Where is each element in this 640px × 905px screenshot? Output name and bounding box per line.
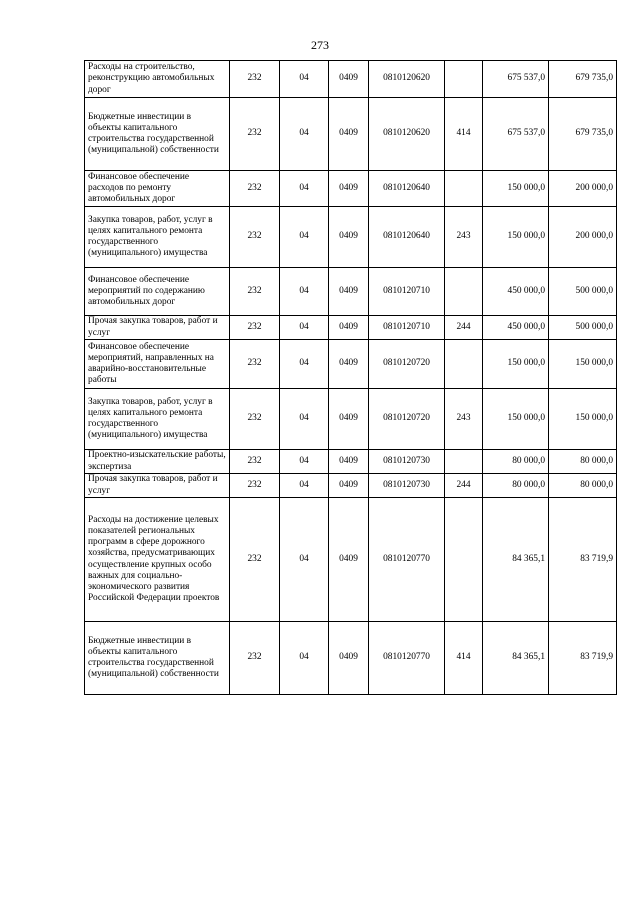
cell-sum-2: 200 000,0 [549, 207, 617, 268]
table-row [85, 450, 617, 474]
cell-vr [445, 498, 483, 622]
cell-sum-1: 675 537,0 [483, 61, 549, 98]
cell-ved: 232 [230, 98, 280, 171]
cell-sum-2: 500 000,0 [549, 316, 617, 340]
cell-rz: 04 [280, 171, 329, 207]
cell-rz: 04 [280, 474, 329, 498]
cell-csr: 0810120770 [369, 622, 445, 695]
table-body [85, 61, 617, 695]
cell-name: Прочая закупка товаров, работ и услуг [85, 316, 230, 340]
cell-rz: 04 [280, 98, 329, 171]
cell-csr: 0810120620 [369, 61, 445, 98]
cell-rz: 04 [280, 268, 329, 316]
cell-sum-2: 679 735,0 [549, 98, 617, 171]
cell-ved: 232 [230, 450, 280, 474]
cell-pr: 0409 [329, 171, 369, 207]
cell-name: Проектно-изыскательские работы, экспертиза [85, 450, 230, 474]
cell-rz: 04 [280, 207, 329, 268]
cell-pr: 0409 [329, 450, 369, 474]
table-row [85, 171, 617, 207]
cell-rz: 04 [280, 316, 329, 340]
cell-pr: 0409 [329, 498, 369, 622]
cell-csr: 0810120710 [369, 268, 445, 316]
cell-ved: 232 [230, 268, 280, 316]
cell-ved: 232 [230, 316, 280, 340]
cell-sum-2: 83 719,9 [549, 498, 617, 622]
cell-ved: 232 [230, 171, 280, 207]
cell-sum-1: 84 365,1 [483, 498, 549, 622]
page-number: 273 [311, 38, 329, 52]
cell-name: Финансовое обеспечение расходов по ремонту автомобильных дорог [85, 171, 230, 207]
table-row [85, 340, 617, 389]
cell-name: Расходы на достижение целевых показателей региональных программ в сфере дорожного хозяйства, предусматривающих осуществление крупных особо важных для социально-экономического развития Российской Федерации проектов [85, 498, 230, 622]
cell-rz: 04 [280, 340, 329, 389]
cell-csr: 0810120720 [369, 340, 445, 389]
cell-pr: 0409 [329, 340, 369, 389]
table-row [85, 622, 617, 695]
cell-name: Финансовое обеспечение мероприятий по содержанию автомобильных дорог [85, 268, 230, 316]
cell-vr: 414 [445, 622, 483, 695]
cell-csr: 0810120620 [369, 98, 445, 171]
cell-rz: 04 [280, 498, 329, 622]
table-row [85, 498, 617, 622]
cell-sum-2: 83 719,9 [549, 622, 617, 695]
table-row [85, 389, 617, 450]
cell-sum-2: 150 000,0 [549, 389, 617, 450]
cell-rz: 04 [280, 450, 329, 474]
cell-sum-2: 80 000,0 [549, 474, 617, 498]
cell-name: Бюджетные инвестиции в объекты капитального строительства государственной (муниципальной) собственности [85, 622, 230, 695]
cell-ved: 232 [230, 61, 280, 98]
cell-pr: 0409 [329, 622, 369, 695]
cell-csr: 0810120640 [369, 207, 445, 268]
cell-vr [445, 171, 483, 207]
cell-sum-1: 150 000,0 [483, 207, 549, 268]
cell-vr [445, 61, 483, 98]
cell-pr: 0409 [329, 98, 369, 171]
cell-sum-2: 80 000,0 [549, 450, 617, 474]
cell-ved: 232 [230, 622, 280, 695]
cell-pr: 0409 [329, 389, 369, 450]
table-row [85, 61, 617, 98]
cell-ved: 232 [230, 498, 280, 622]
cell-sum-1: 84 365,1 [483, 622, 549, 695]
cell-pr: 0409 [329, 61, 369, 98]
cell-name: Бюджетные инвестиции в объекты капитального строительства государственной (муниципальной) собственности [85, 98, 230, 171]
cell-vr [445, 340, 483, 389]
cell-pr: 0409 [329, 474, 369, 498]
table-row [85, 98, 617, 171]
cell-vr: 414 [445, 98, 483, 171]
cell-sum-2: 200 000,0 [549, 171, 617, 207]
cell-sum-2: 150 000,0 [549, 340, 617, 389]
table-row [85, 207, 617, 268]
cell-csr: 0810120770 [369, 498, 445, 622]
cell-pr: 0409 [329, 316, 369, 340]
cell-vr [445, 268, 483, 316]
cell-sum-1: 150 000,0 [483, 389, 549, 450]
budget-table [84, 60, 617, 695]
table-row [85, 268, 617, 316]
table-row [85, 474, 617, 498]
table-row [85, 316, 617, 340]
cell-sum-1: 450 000,0 [483, 316, 549, 340]
cell-csr: 0810120640 [369, 171, 445, 207]
cell-sum-1: 80 000,0 [483, 450, 549, 474]
cell-rz: 04 [280, 622, 329, 695]
cell-csr: 0810120730 [369, 450, 445, 474]
cell-sum-2: 679 735,0 [549, 61, 617, 98]
cell-pr: 0409 [329, 207, 369, 268]
cell-csr: 0810120710 [369, 316, 445, 340]
cell-sum-1: 150 000,0 [483, 171, 549, 207]
cell-ved: 232 [230, 207, 280, 268]
cell-name: Финансовое обеспечение мероприятий, направленных на аварийно-восстановительные работы [85, 340, 230, 389]
cell-ved: 232 [230, 389, 280, 450]
cell-vr [445, 450, 483, 474]
cell-sum-2: 500 000,0 [549, 268, 617, 316]
cell-sum-1: 80 000,0 [483, 474, 549, 498]
cell-sum-1: 450 000,0 [483, 268, 549, 316]
cell-ved: 232 [230, 340, 280, 389]
cell-name: Прочая закупка товаров, работ и услуг [85, 474, 230, 498]
cell-vr: 243 [445, 389, 483, 450]
cell-csr: 0810120730 [369, 474, 445, 498]
cell-name: Расходы на строительство, реконструкцию автомобильных дорог [85, 61, 230, 98]
cell-sum-1: 150 000,0 [483, 340, 549, 389]
cell-vr: 243 [445, 207, 483, 268]
cell-ved: 232 [230, 474, 280, 498]
cell-rz: 04 [280, 61, 329, 98]
cell-name: Закупка товаров, работ, услуг в целях капитального ремонта государственного (муниципального) имущества [85, 207, 230, 268]
cell-vr: 244 [445, 316, 483, 340]
cell-vr: 244 [445, 474, 483, 498]
cell-name: Закупка товаров, работ, услуг в целях капитального ремонта государственного (муниципального) имущества [85, 389, 230, 450]
cell-sum-1: 675 537,0 [483, 98, 549, 171]
cell-pr: 0409 [329, 268, 369, 316]
cell-rz: 04 [280, 389, 329, 450]
cell-csr: 0810120720 [369, 389, 445, 450]
